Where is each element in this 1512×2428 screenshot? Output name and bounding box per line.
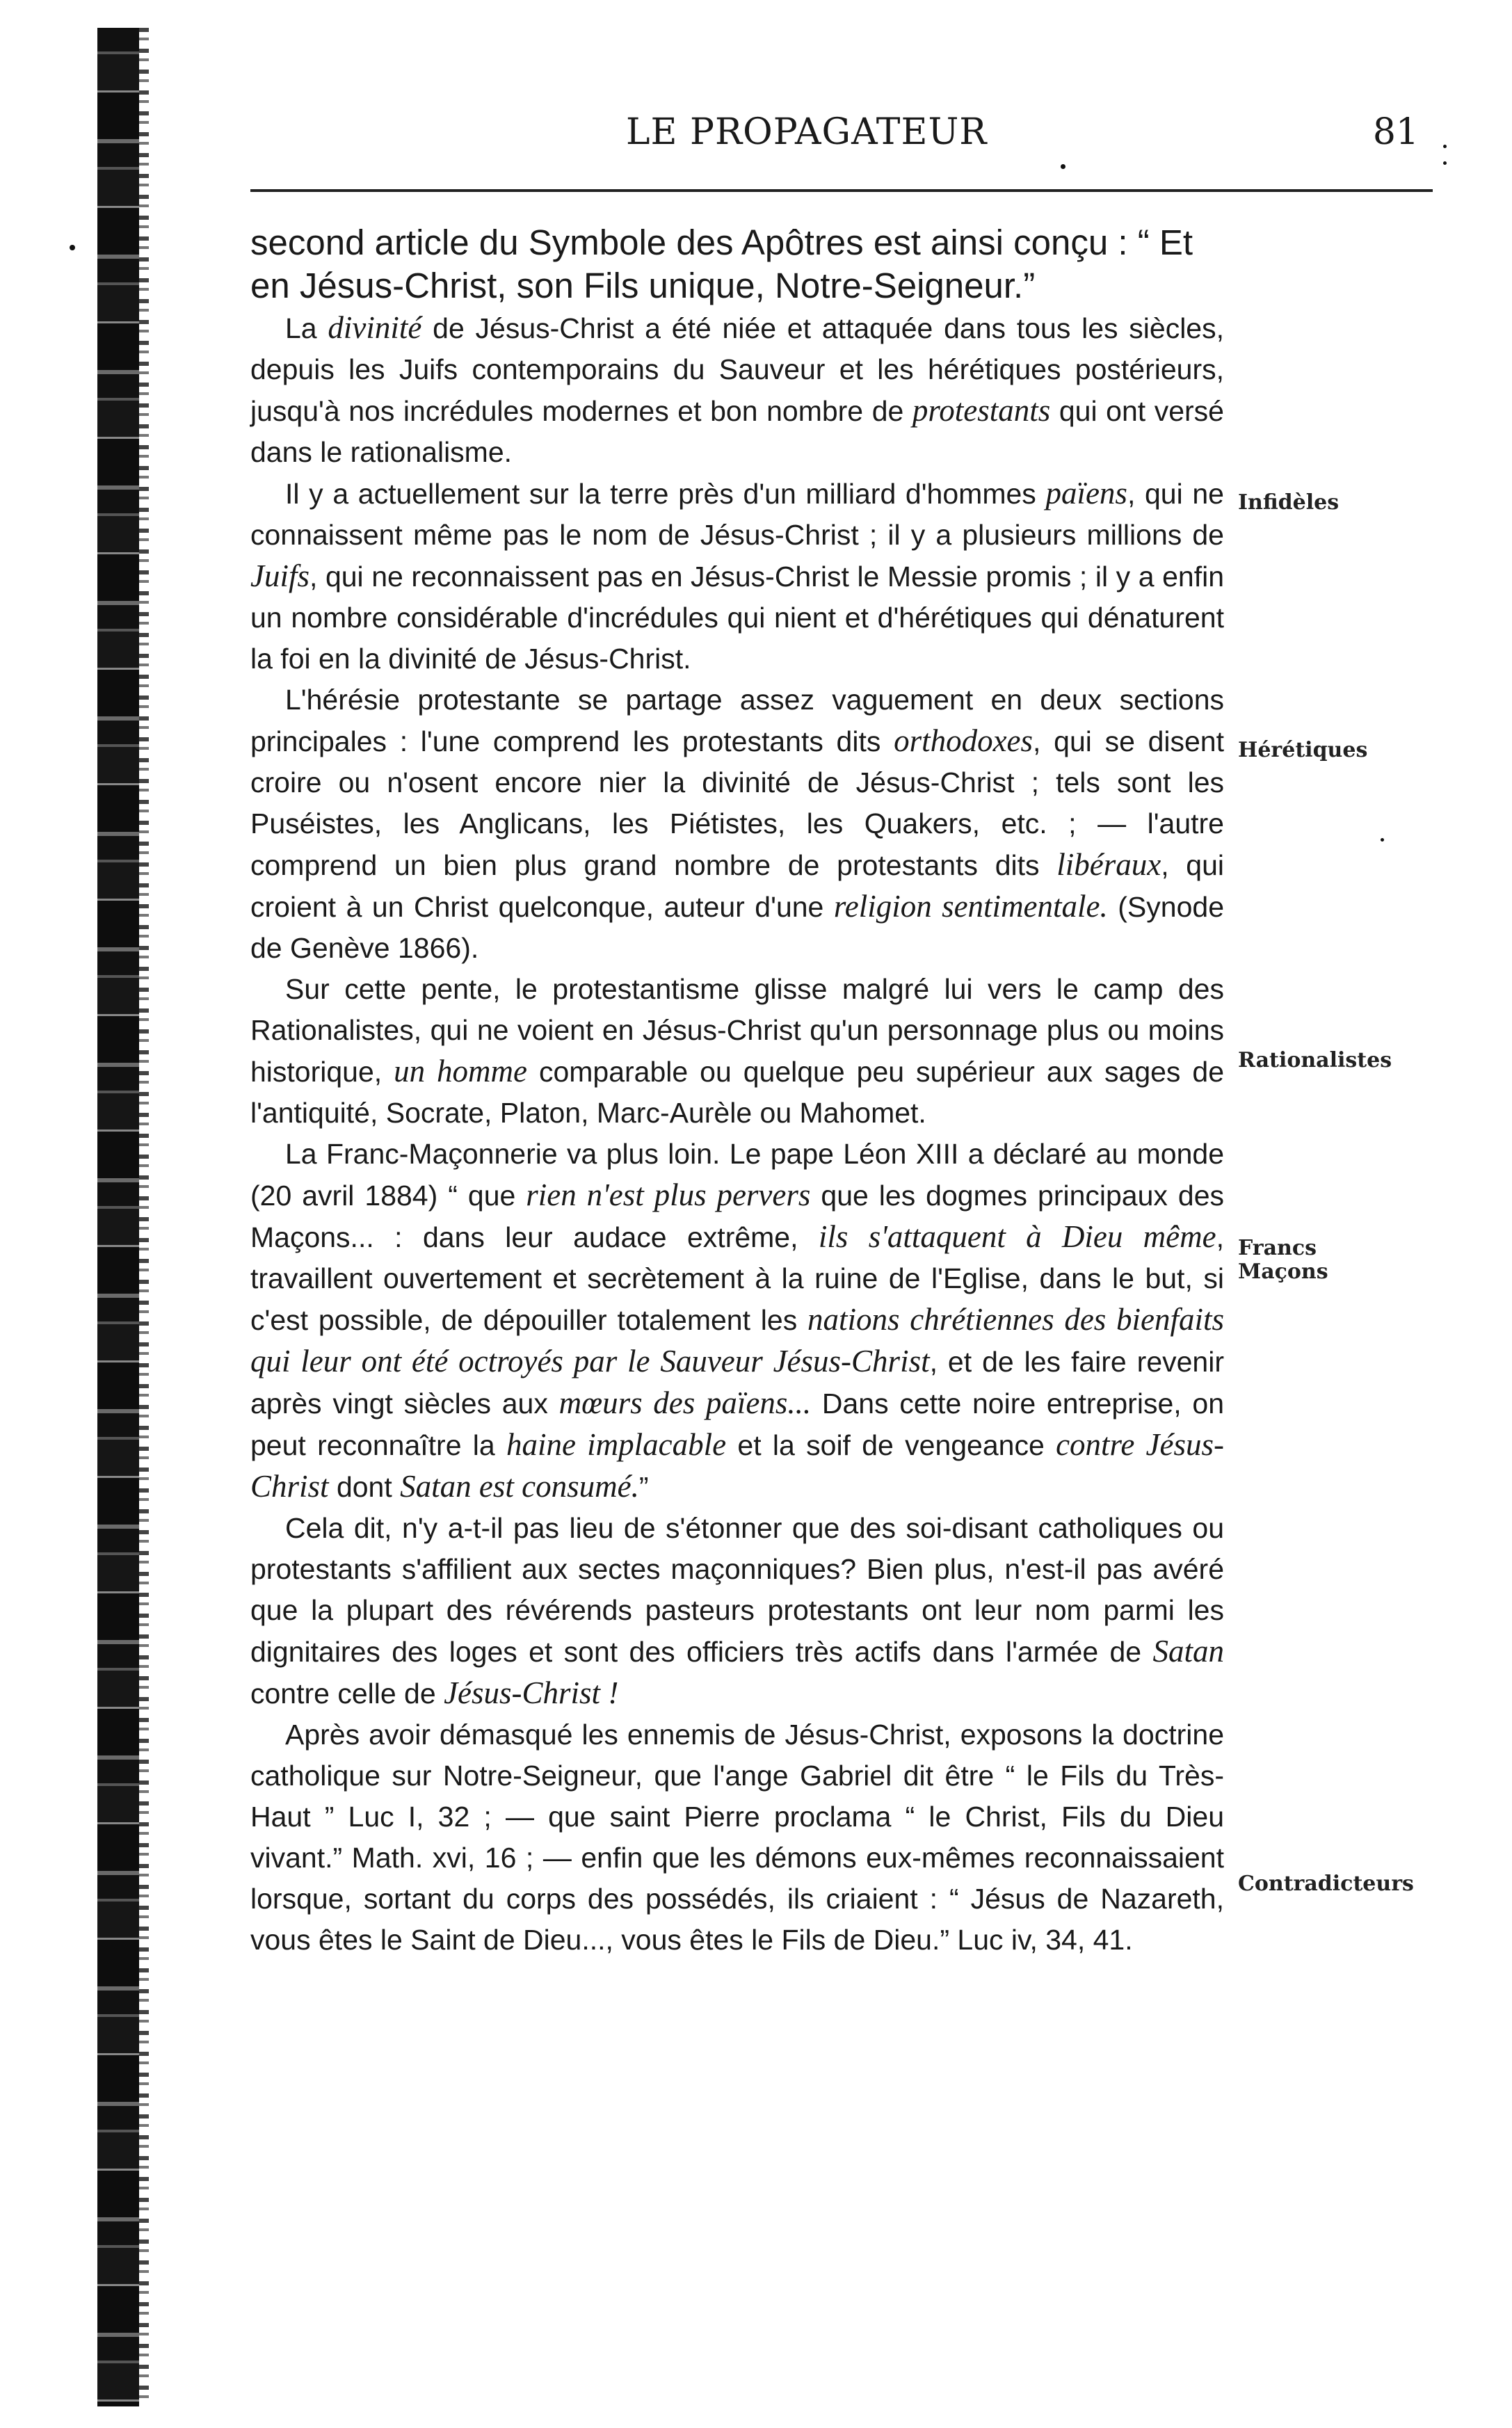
paragraph-4: L'hérésie protestante se partage assez vaguement en deux sections principales : l'une comprend les protestants dits orthodoxes, qui se disent croire ou n'osent encore nier la divinité de Jésus-Christ ; tels sont les Puséistes, les Anglicans, les Piétistes, les Quakers, etc. ; — l'autre comprend un bien plus grand nombre de protestants dits libéraux, qui croient à un Christ quelconque, auteur d'une religion sentimentale. (Synode de Genève 1866).	[250, 684, 1225, 964]
margin-note-francs: Francs	[1238, 1236, 1317, 1260]
paragraph-7: Cela dit, n'y a-t-il pas lieu de s'étonner que des soi-disant catholiques ou protestants s'affilient aux sectes maçonniques? Bien plus, n'est-il pas avéré que la plupart des révérends pasteurs protestants ont leur nom parmi les dignitaires des loges et sont des officiers très actifs dans l'armée de Satan contre celle de Jésus-Christ !	[250, 1512, 1224, 1710]
margin-note-infideles: Infidèles	[1238, 490, 1340, 515]
print-speck	[1443, 145, 1447, 148]
paragraph-6: La Franc-Maçonnerie va plus loin. Le pape Léon XIII a déclaré au monde (20 avril 1884) “ que rien n'est plus pervers que les dogmes principaux des Maçons... : dans leur audace extrême, ils s'attaquent à Dieu même, travaillent ouvertement et secrètement à la ruine de l'Eglise, dans le but, si c'est possible, de dépouiller totalement les nations chrétiennes des bienfaits qui leur ont été octroyés par le Sauveur Jésus-Christ, et de les faire revenir après vingt siècles aux mœurs des païens... Dans cette noire entreprise, on peut reconnaître la haine implacable et la soif de vengeance contre Jésus-Christ dont Satan est consumé.”	[250, 1138, 1225, 1504]
header-rule	[250, 189, 1433, 192]
paragraph-5: Sur cette pente, le protestantisme glisse malgré lui vers le camp des Rationalistes, qui ne voient en Jésus-Christ qu'un personnage plus ou moins historique, un homme comparable ou quelque peu supérieur aux sages de l'antiquité, Socrate, Platon, Marc-Aurèle ou Mahomet.	[250, 973, 1225, 1129]
print-speck	[1061, 164, 1065, 169]
page-number: 81	[1372, 111, 1419, 153]
print-speck	[1381, 838, 1384, 842]
paragraph-8: Après avoir démasqué les ennemis de Jésus-Christ, exposons la doctrine catholique sur Notre-Seigneur, que l'ange Gabriel dit être “ le Fils du Très-Haut ” Luc I, 32 ; — que saint Pierre proclama “ le Christ, Fils du Dieu vivant.” Math. xvi, 16 ; — enfin que les démons eux-mêmes reconnaissaient lorsque, sortant du corps des possédés, ils criaient : “ Jésus de Nazareth, vous êtes le Saint de Dieu..., vous êtes le Fils de Dieu.” Luc iv, 34, 41.	[250, 1719, 1224, 1956]
paragraph-1: second article du Symbole des Apôtres est ainsi conçu : “ Et en Jésus-Christ, son Fils unique, Notre-Seigneur.”	[250, 223, 1193, 305]
margin-note-macons: Maçons	[1238, 1260, 1328, 1284]
margin-note-rationalistes: Rationalistes	[1238, 1048, 1392, 1072]
print-speck	[1443, 161, 1447, 165]
margin-note-contradicteurs: Contradicteurs	[1238, 1872, 1414, 1896]
page-header	[250, 111, 1447, 167]
print-speck	[70, 245, 75, 250]
margin-note-heretiques: Hérétiques	[1238, 738, 1368, 762]
running-title: LE PROPAGATEUR	[626, 111, 988, 153]
book-binding-edge	[97, 28, 145, 2406]
paragraph-2: La divinité de Jésus-Christ a été niée et attaquée dans tous les siècles, depuis les Juifs contemporains du Sauveur et les hérétiques postérieurs, jusqu'à nos incrédules modernes et bon nombre de protestants qui ont versé dans le rationalisme.	[250, 310, 1225, 468]
paragraph-3: Il y a actuellement sur la terre près d'un milliard d'hommes païens, qui ne connaissent même pas le nom de Jésus-Christ ; il y a plusieurs millions de Juifs, qui ne reconnaissent pas en Jésus-Christ le Messie promis ; il y a enfin un nombre considérable d'incrédules qui nient et d'hérétiques qui dénaturent la foi en la divinité de Jésus-Christ.	[250, 476, 1224, 675]
body-text	[250, 221, 1224, 1961]
